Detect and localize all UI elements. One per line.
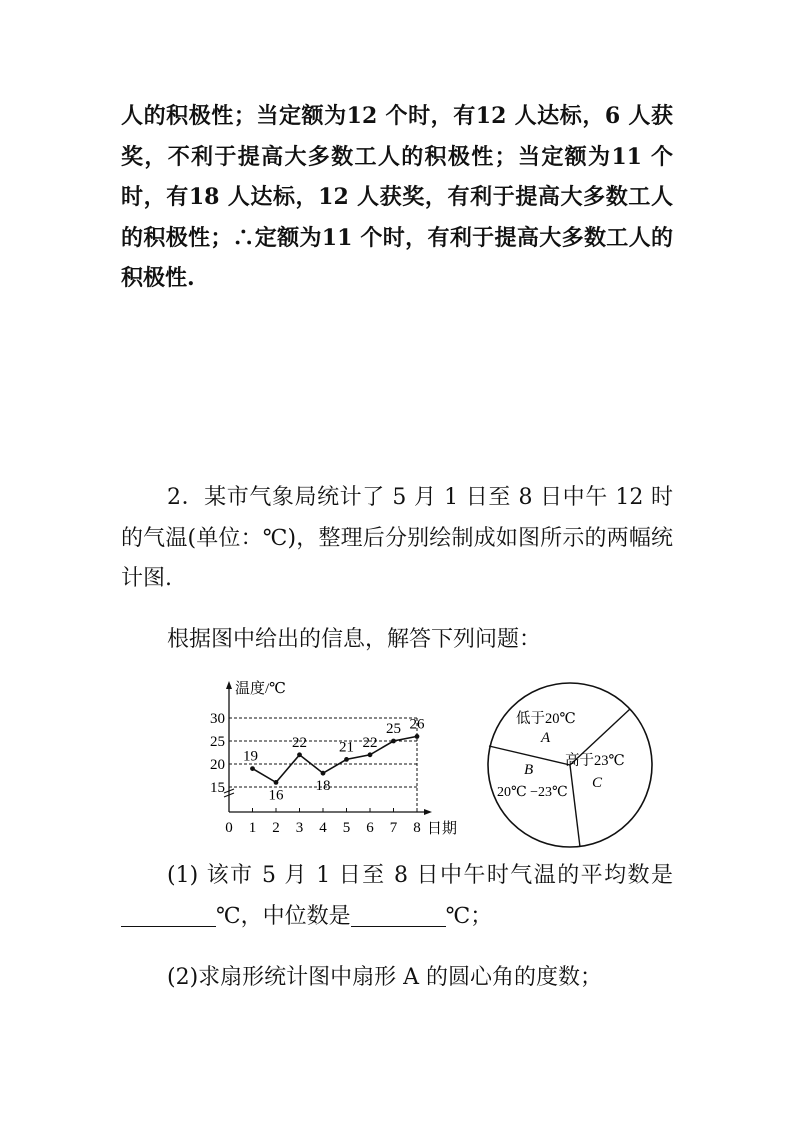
question-1-unit-text: ℃，中位数是 <box>216 903 351 929</box>
x-tick-label: 1 <box>248 820 257 836</box>
series-line <box>253 736 418 782</box>
data-label: 21 <box>339 739 354 756</box>
data-label: 26 <box>409 716 425 733</box>
data-point <box>368 752 373 757</box>
problem-intro: 2．某市气象局统计了 5 月 1 日至 8 日中午 12 时的气温(单位：℃)，整理后分别绘制成如图所示的两幅统计图. <box>121 485 673 591</box>
data-label: 18 <box>315 778 331 795</box>
line-chart <box>205 676 465 836</box>
x-tick-label: 3 <box>295 820 304 836</box>
data-point <box>250 766 255 771</box>
answer-blank-mean[interactable] <box>121 904 216 927</box>
problem-prompt: 根据图中给出的信息，解答下列问题： <box>167 627 542 652</box>
slice-b-label: 20℃ −23℃ <box>497 785 568 800</box>
answer-blank-median[interactable] <box>351 904 446 927</box>
data-label: 25 <box>386 721 401 737</box>
y-tick-label: 30 <box>210 711 225 727</box>
question-2: (2)求扇形统计图中扇形 A 的圆心角的度数； <box>167 965 603 990</box>
x-axis-arrow <box>424 809 432 815</box>
x-tick-label: 2 <box>272 820 280 836</box>
data-point <box>391 739 396 744</box>
x-tick-label: 7 <box>389 820 398 836</box>
slice-a-letter: A <box>541 730 551 746</box>
data-point <box>321 771 326 776</box>
data-point <box>297 752 302 757</box>
question-1-end: ℃； <box>445 903 493 929</box>
x-axis-label: 日期 <box>427 821 458 836</box>
data-point <box>274 780 279 785</box>
data-point <box>415 734 420 739</box>
y-tick-label: 25 <box>210 734 225 750</box>
pie-chart <box>480 676 660 856</box>
data-label: 22 <box>362 734 378 751</box>
x-tick-label: 5 <box>342 820 351 836</box>
data-label: 16 <box>268 787 284 804</box>
slice-b-letter: B <box>524 762 534 778</box>
x-tick-label: 8 <box>413 820 421 836</box>
x-tick-label: 0 <box>225 820 233 836</box>
y-axis-arrow <box>226 681 232 689</box>
data-point <box>344 757 349 762</box>
y-tick-label: 15 <box>210 780 225 796</box>
slice-a-label: 低于20℃ <box>516 711 576 727</box>
slice-c-letter: C <box>592 775 603 791</box>
y-tick-label: 20 <box>210 757 225 773</box>
data-label: 22 <box>292 734 307 751</box>
slice-c-label: 高于23℃ <box>565 753 625 769</box>
y-axis-label: 温度/℃ <box>235 681 286 697</box>
pie-divider-b-c <box>570 765 580 847</box>
x-tick-label: 6 <box>366 820 374 836</box>
question-1-text: (1) 该市 5 月 1 日至 8 日中午时气温的平均数是 <box>167 863 673 888</box>
x-tick-label: 4 <box>319 820 327 836</box>
solution-paragraph: 人的积极性；当定额为12 个时，有12 人达标，6 人获奖，不利于提高大多数工人的积极性；当定额为11 个时，有18 人达标，12 人获奖，有利于提高大多数工人的积极性；∴定额为11 个时，有利于提高大多数工人的积极性. <box>121 103 673 291</box>
question-1 <box>121 856 673 937</box>
data-label: 19 <box>243 748 258 765</box>
